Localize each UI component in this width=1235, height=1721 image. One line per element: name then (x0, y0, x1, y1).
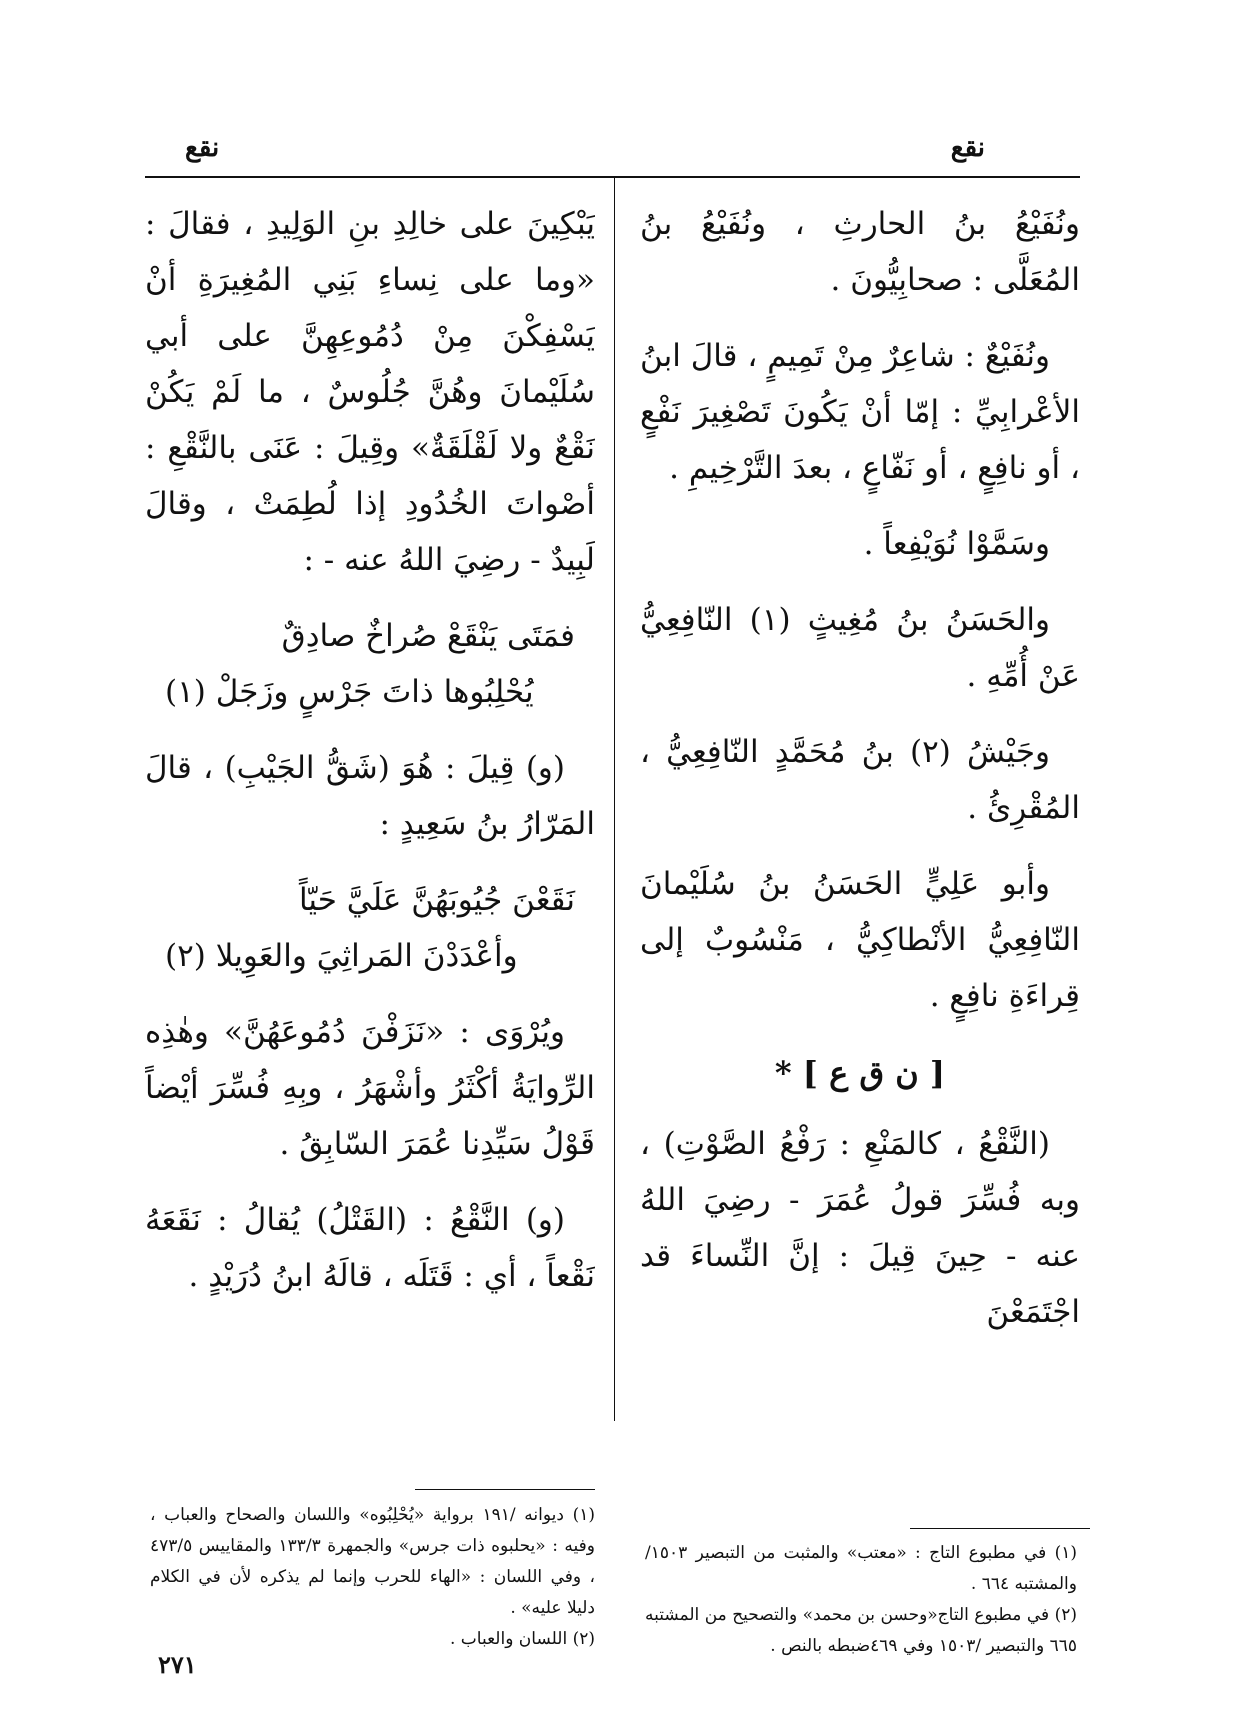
footnotes-left (150, 1500, 595, 1655)
running-head-right: نقع (950, 133, 985, 163)
paragraph-qatl: (و) النَّقْعُ : (القَتْلُ) يُقالُ : نَقَعَهُ نَقْعاً ، أي : قَتَلَه ، قالَهُ ابنُ دُرَيْدٍ . (145, 1202, 595, 1294)
paragraph-shaqq-jayb: (و) قِيلَ : هُوَ (شَقُّ الجَيْبِ) ، قالَ المَرّارُ بنُ سَعِيدٍ : (145, 750, 595, 842)
right-column (640, 196, 1080, 1426)
footnote-left-2: (٢) اللسان والعباب . (449, 1629, 595, 1649)
verse-labid-hemistich-1: فمَتَى يَنْقَعْ صُراخٌ صادِقٌ (281, 618, 575, 654)
verse-marrar-hemistich-2: وأعْدَدْنَ المَراثِيَ والعَوِيلا (٢) (165, 938, 518, 974)
verse-labid-hemistich-2: يُحْلِبُوها ذاتَ جَرْسٍ وزَجَلْ (١) (165, 674, 534, 710)
page-number: ٢٧١ (158, 1650, 197, 1679)
paragraph-umar-quote: يَبْكِينَ على خالِدِ بنِ الوَلِيدِ ، فقالَ : «وما على نِساءِ بَنِي المُغِيرَةِ أنْ يَسْفِكْنَ مِنْ دُمُوعِهِنَّ على أبي سُلَيْمانَ وهُنَّ جُلُوسٌ ، ما لَمْ يَكُنْ نَقْعٌ ولا لَقْلَقَةٌ» وقِيلَ : عَنَى بالنَّقْعِ : أصْواتَ الخُدُودِ إذا لُطِمَتْ ، وقالَ لَبِيدٌ - رضِيَ اللهُ عنه - : (145, 206, 595, 578)
header-rule (145, 176, 1080, 178)
verse-marrar (145, 872, 595, 984)
paragraph-nuwayfi: وسَمَّوْا نُوَيْفِعاً . (863, 526, 1050, 562)
paragraph-nufay-companions: ونُفَيْعُ بنُ الحارثِ ، ونُفَيْعُ بنُ المُعَلَّى : صحابِيُّونَ . (640, 206, 1080, 298)
footnote-rule-right (910, 1528, 1090, 1529)
column-divider (614, 176, 615, 1421)
paragraph-hasan-mughith: والحَسَنُ بنُ مُغِيثٍ (١) النّافِعِيُّ عَنْ أُمِّهِ . (640, 602, 1080, 694)
footnotes-right (645, 1538, 1077, 1662)
paragraph-riwaya: ويُرْوَى : «نَزَفْنَ دُمُوعَهُنَّ» وهٰذِه الرِّوايَةُ أكْثَرُ وأشْهَرُ ، وبِهِ فُسِّرَ أيْضاً قَوْلُ سَيِّدِنا عُمَرَ السّابِقُ . (145, 1014, 595, 1162)
footnote-left-1: (١) ديوانه /١٩١ برواية «يُحْلِبُوه» واللسان والصحاح والعباب ، وفيه : «يحلبوه ذات جرس» والجمهرة ١٣٣/٣ والمقاييس ٤٧٣/٥ ، وفي اللسان : «الهاء للحرب وإنما لم يذكره لأن في الكلام دليلا عليه» . (150, 1505, 595, 1618)
left-column (145, 196, 595, 1426)
running-head-left: نقع (185, 133, 220, 163)
entry-heading-nqa: [ ن ق ع ] * (774, 1054, 946, 1092)
verse-labid (145, 608, 595, 720)
footnote-right-1: (١) في مطبوع التاج : «معتب» والمثبت من التبصير ١٥٠٣/ والمشتبه ٦٦٤ . (645, 1543, 1077, 1594)
paragraph-jaysh: وجَيْشُ (٢) بنُ مُحَمَّدٍ النّافِعِيُّ ، المُقْرِئُ . (640, 734, 1080, 826)
paragraph-naq-definition: (النَّقْعُ ، كالمَنْعِ : رَفْعُ الصَّوْتِ) ، وبه فُسِّرَ قولُ عُمَرَ - رضِيَ اللهُ عنه - حِينَ قِيلَ : إنَّ النِّساءَ قد اجْتَمَعْنَ (640, 1126, 1080, 1330)
footnote-rule-left (415, 1489, 595, 1490)
paragraph-abu-ali: وأبو عَلِيٍّ الحَسَنُ بنُ سُلَيْمانَ النّافِعِيُّ الأنْطاكِيُّ ، مَنْسُوبٌ إلى قِراءَةِ نافِعٍ . (640, 866, 1080, 1014)
verse-marrar-hemistich-1: نَقَعْنَ جُيُوبَهُنَّ عَلَيَّ حَيّاً (298, 882, 575, 918)
paragraph-nufay-poet: ونُفَيْعٌ : شاعِرٌ مِنْ تَمِيمٍ ، قالَ ابنُ الأعْرابِيِّ : إمّا أنْ يَكُونَ تَصْغِيرَ نَفْعٍ ، أو نافِعٍ ، أو نَفّاعٍ ، بعدَ التَّرْخِيمِ . (640, 338, 1080, 486)
footnote-right-2: (٢) في مطبوع التاج«وحسن بن محمد» والتصحيح من المشتبه ٦٦٥ والتبصير /١٥٠٣ وفي ٤٦٩ضبطه بالنص . (645, 1605, 1077, 1656)
